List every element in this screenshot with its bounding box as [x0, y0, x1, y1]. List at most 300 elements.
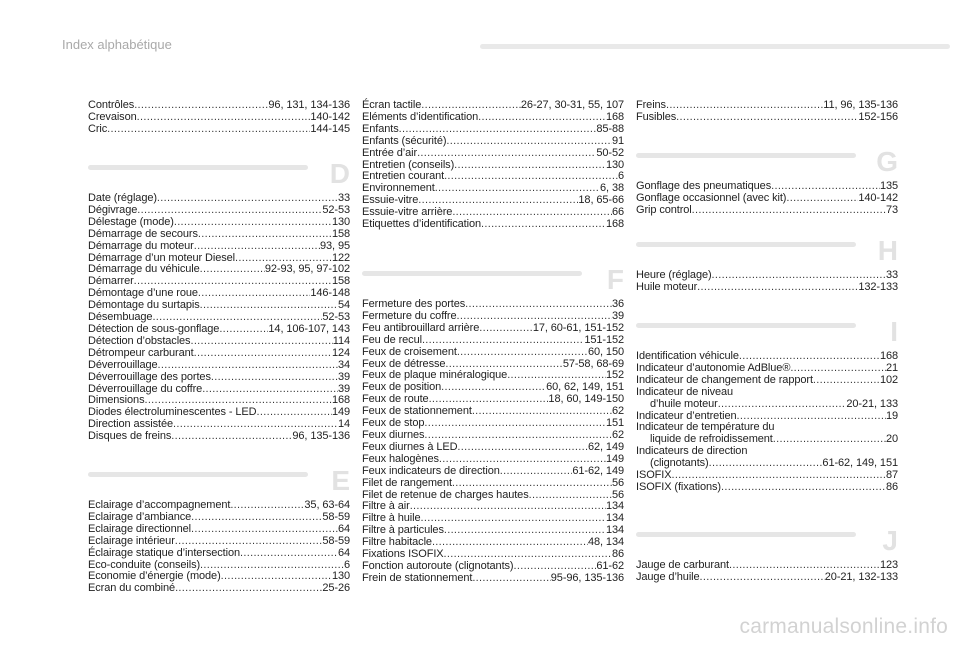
- index-group: [362, 100, 624, 231]
- entry-label: Fermeture du coffre: [362, 309, 457, 322]
- entry-label: d’huile moteur: [650, 397, 718, 410]
- entry-label: Filtre à particules: [362, 524, 444, 537]
- entry-label: Grip control: [636, 203, 692, 216]
- entry-label: Feu antibrouillard arrière: [362, 321, 480, 334]
- entry-label: Entretien (conseils): [362, 158, 455, 171]
- entry-pages: 168: [879, 350, 898, 362]
- dot-leader: [257, 407, 332, 419]
- index-entry: [636, 282, 898, 294]
- dot-leader: [786, 193, 858, 205]
- dot-leader: [200, 560, 344, 572]
- section-rule: [88, 165, 308, 170]
- entry-pages: 62: [611, 405, 624, 418]
- index-entry: [88, 372, 350, 384]
- dot-leader: [709, 458, 823, 470]
- dot-leader: [190, 336, 332, 348]
- index-entry: [636, 572, 898, 584]
- entry-pages: 124: [331, 346, 350, 359]
- index-entry: [362, 454, 624, 466]
- dot-leader: [211, 372, 338, 384]
- entry-label: Direction assistée: [88, 418, 174, 431]
- dot-leader: [421, 513, 606, 525]
- entry-label: Entrée d’air: [362, 146, 418, 159]
- entry-label: liquide de refroidissement: [650, 433, 773, 446]
- entry-pages: 64: [337, 546, 350, 559]
- index-entry: [636, 458, 898, 470]
- dot-leader: [191, 512, 322, 524]
- dot-leader: [198, 229, 332, 241]
- entry-pages: 149: [605, 452, 624, 465]
- section-header-g: [636, 147, 898, 181]
- entry-pages: 66: [611, 206, 624, 219]
- section-header-f: [362, 265, 624, 299]
- entry-label: Disques de freins: [88, 430, 172, 443]
- entry-label: Economie d’énergie (mode): [88, 570, 221, 583]
- entry-label: Frein de stationnement: [362, 571, 473, 584]
- index-entry: [362, 573, 624, 585]
- dot-leader: [191, 524, 338, 536]
- dot-leader: [432, 537, 588, 549]
- section-header-j: [636, 526, 898, 560]
- entry-pages: 14, 106-107, 143: [268, 322, 350, 335]
- dot-leader: [158, 360, 338, 372]
- entry-pages: 134: [605, 512, 624, 525]
- entry-label: Crevaison: [88, 110, 137, 123]
- entry-pages: 6, 38: [600, 182, 624, 195]
- entry-label: Jauge de carburant: [636, 559, 729, 571]
- entry-pages: 26-27, 30-31, 55, 107: [520, 99, 624, 111]
- index-entry: [362, 136, 624, 148]
- dot-leader: [700, 572, 825, 584]
- entry-label: Date (réglage): [88, 192, 157, 204]
- entry-label: Déverrouillage du coffre: [88, 382, 203, 395]
- entry-label: Gonflage occasionnel (avec kit): [636, 191, 787, 204]
- entry-pages: 114: [332, 334, 350, 347]
- index-entry: [362, 347, 624, 359]
- entry-pages: 39: [611, 309, 624, 322]
- page-header-title: Index alphabétique: [62, 37, 172, 52]
- index-group: [88, 100, 350, 136]
- dot-leader: [230, 500, 304, 512]
- dot-leader: [454, 160, 606, 172]
- dot-leader: [202, 384, 338, 396]
- dot-leader: [198, 288, 310, 300]
- dot-leader: [692, 205, 886, 217]
- entry-label: Environnement: [362, 182, 435, 195]
- dot-leader: [444, 171, 618, 183]
- dot-leader: [134, 100, 268, 112]
- entry-pages: 158: [331, 275, 350, 288]
- section-letter: D: [329, 158, 350, 189]
- index-entry: [88, 360, 350, 372]
- entry-label: Huile moteur: [636, 280, 698, 293]
- dot-leader: [529, 490, 612, 502]
- entry-pages: 135: [879, 180, 898, 192]
- entry-label: Démontage d’une roue: [88, 287, 198, 300]
- entry-label: Fusibles: [636, 110, 677, 123]
- entry-pages: 33: [885, 269, 898, 281]
- entry-pages: 18, 60, 149-150: [548, 393, 624, 406]
- entry-label: Cric: [88, 122, 108, 135]
- entry-pages: 132-133: [858, 280, 898, 293]
- entry-pages: 151: [605, 417, 624, 430]
- entry-pages: 56: [611, 476, 624, 489]
- entry-label: Etiquettes d’identification: [362, 218, 481, 231]
- index-entry: [88, 524, 350, 536]
- entry-label: Filtre à huile: [362, 512, 421, 525]
- section-rule: [636, 532, 856, 537]
- section-rule: [88, 472, 308, 477]
- index-entry: [362, 112, 624, 124]
- entry-label: Détrompeur carburant: [88, 346, 194, 359]
- section-letter: F: [606, 264, 624, 295]
- index-entry: [88, 548, 350, 560]
- index-group: [636, 351, 898, 494]
- entry-pages: 52-53: [322, 311, 350, 324]
- entry-pages: 25-26: [322, 582, 350, 595]
- entry-label: Enfants: [362, 122, 399, 135]
- entry-pages: 134: [605, 500, 624, 513]
- index-entry: [88, 124, 350, 136]
- entry-pages: 152: [605, 369, 624, 382]
- entry-label: Détection d’obstacles: [88, 334, 191, 347]
- entry-label: Démarrer: [88, 275, 134, 288]
- entry-label: Filtre à air: [362, 500, 410, 513]
- index-entry: [362, 466, 624, 478]
- entry-pages: 140-142: [858, 191, 898, 204]
- entry-pages: 149: [331, 406, 350, 419]
- entry-pages: 20: [885, 433, 898, 446]
- dot-leader: [410, 501, 606, 513]
- entry-pages: 52-53: [322, 203, 350, 216]
- entry-label: Éclairage statique d’intersection: [88, 546, 241, 559]
- entry-pages: 58-59: [322, 510, 350, 523]
- index-entry: [636, 112, 898, 124]
- dot-leader: [444, 525, 606, 537]
- index-group: [362, 299, 624, 585]
- entry-label: Filtre habitacle: [362, 536, 432, 549]
- entry-label: Diodes électroluminescentes - LED: [88, 406, 257, 419]
- entry-pages: 50-52: [596, 146, 624, 159]
- entry-pages: 96, 131, 134-136: [268, 99, 350, 111]
- entry-pages: 33: [337, 192, 350, 204]
- entry-pages: 102: [879, 373, 898, 386]
- index-entry: [636, 375, 898, 387]
- entry-pages: 95-96, 135-136: [550, 571, 624, 584]
- entry-label: Essuie-vitre arrière: [362, 206, 453, 219]
- entry-pages: 48, 134: [587, 536, 624, 549]
- entry-pages: 21: [885, 361, 898, 374]
- dot-leader: [171, 431, 292, 443]
- dot-leader: [399, 124, 597, 136]
- entry-label: Eco-conduite (conseils): [88, 558, 201, 571]
- dot-leader: [813, 375, 880, 387]
- dot-leader: [465, 299, 612, 311]
- entry-pages: 56: [611, 488, 624, 501]
- entry-pages: 58-59: [322, 534, 350, 547]
- index-group: [88, 193, 350, 443]
- entry-pages: 130: [331, 215, 350, 228]
- entry-label: Déverrouillage: [88, 358, 158, 371]
- section-rule: [636, 242, 856, 247]
- entry-pages: 158: [331, 227, 350, 240]
- entry-pages: 73: [885, 203, 898, 216]
- entry-pages: 62, 149: [587, 440, 624, 453]
- entry-pages: 61-62, 149: [572, 464, 624, 477]
- entry-pages: 168: [331, 394, 350, 407]
- entry-label: Jauge d’huile: [636, 570, 700, 583]
- dot-leader: [721, 482, 886, 494]
- entry-label: Feux indicateurs de direction: [362, 464, 500, 477]
- dot-leader: [457, 442, 588, 454]
- dot-leader: [452, 478, 612, 490]
- entry-label: Feux halogènes: [362, 452, 439, 465]
- entry-label: Feux de détresse: [362, 357, 446, 370]
- entry-pages: 92-93, 95, 97-102: [264, 263, 350, 276]
- entry-label: ISOFIX (fixations): [636, 480, 721, 493]
- section-rule: [636, 323, 856, 328]
- entry-pages: 86: [885, 480, 898, 493]
- entry-pages: 62: [611, 428, 624, 441]
- dot-leader: [481, 219, 606, 231]
- section-letter: E: [331, 465, 350, 496]
- section-letter: J: [882, 525, 898, 556]
- index-entry: [88, 583, 350, 595]
- entry-pages: 6: [617, 170, 624, 183]
- index-group: [636, 100, 898, 124]
- index-entry: [88, 229, 350, 241]
- entry-pages: 146-148: [310, 287, 350, 300]
- entry-label: Identification véhicule: [636, 350, 739, 362]
- dot-leader: [478, 112, 606, 124]
- index-entry: [88, 217, 350, 229]
- entry-label: Eclairage d’accompagnement: [88, 499, 231, 511]
- dot-leader: [666, 100, 823, 112]
- dot-leader: [435, 183, 600, 195]
- entry-label: Feux de position: [362, 381, 442, 394]
- dot-leader: [439, 454, 606, 466]
- index-entry: [362, 335, 624, 347]
- entry-pages: 11, 96, 135-136: [823, 99, 898, 111]
- entry-label: Feux diurnes: [362, 428, 425, 441]
- entry-label: Heure (réglage): [636, 269, 712, 281]
- entry-label: Contrôles: [88, 99, 135, 111]
- section-rule: [636, 153, 856, 158]
- entry-pages: 54: [337, 299, 350, 312]
- entry-pages: 91: [611, 134, 624, 147]
- entry-pages: 122: [331, 251, 350, 264]
- entry-label: Eclairage d’ambiance: [88, 510, 192, 523]
- entry-label: Délestage (mode): [88, 215, 174, 228]
- dot-leader: [446, 136, 612, 148]
- entry-label: Indicateur de température du: [636, 421, 775, 434]
- section-letter: I: [890, 316, 898, 347]
- index-entry: [362, 323, 624, 335]
- watermark: carmanualsonline.info: [739, 615, 948, 638]
- entry-label: Démarrage de secours: [88, 227, 198, 240]
- dot-leader: [457, 347, 588, 359]
- entry-pages: 168: [605, 110, 624, 123]
- entry-pages: 151-152: [584, 333, 624, 346]
- entry-pages: 140-142: [310, 110, 350, 123]
- entry-label: Déverrouillage des portes: [88, 370, 211, 383]
- entry-label: Ecran du combiné: [88, 582, 176, 595]
- entry-pages: 86: [611, 548, 624, 561]
- entry-label: Démontage du surtapis: [88, 299, 200, 312]
- entry-pages: 152-156: [858, 110, 898, 123]
- dot-leader: [697, 282, 858, 294]
- entry-label: Feu de recul: [362, 333, 422, 346]
- entry-label: (clignotants): [650, 457, 709, 470]
- dot-leader: [472, 406, 612, 418]
- entry-label: Écran tactile: [362, 99, 422, 111]
- entry-pages: 17, 60-61, 151-152: [532, 321, 624, 334]
- entry-pages: 168: [605, 218, 624, 231]
- index-entry: [636, 387, 898, 399]
- entry-pages: 130: [331, 570, 350, 583]
- dot-leader: [718, 399, 847, 411]
- index-entry: [362, 478, 624, 490]
- entry-label: Indicateur de niveau: [636, 385, 734, 398]
- entry-pages: 34: [337, 358, 350, 371]
- entry-pages: 85-88: [596, 122, 624, 135]
- dot-leader: [200, 300, 338, 312]
- index-entry: [88, 536, 350, 548]
- entry-label: Enfants (sécurité): [362, 134, 447, 147]
- dot-leader: [194, 241, 320, 253]
- entry-pages: 64: [337, 522, 350, 535]
- entry-label: Feux de route: [362, 393, 429, 406]
- entry-label: Indicateurs de direction: [636, 445, 748, 458]
- index-entry: [636, 482, 898, 494]
- section-header-d: [88, 159, 350, 193]
- entry-label: Fermeture des portes: [362, 298, 466, 310]
- entry-label: Indicateur d’entretien: [636, 409, 737, 422]
- index-group: [636, 560, 898, 584]
- entry-label: Feux de stationnement: [362, 405, 472, 418]
- dot-leader: [175, 583, 322, 595]
- index-entry: [362, 219, 624, 231]
- index-group: [88, 500, 350, 595]
- entry-label: Eléments d’identification: [362, 110, 479, 123]
- entry-pages: 123: [879, 559, 898, 571]
- entry-label: Feux de plaque minéralogique: [362, 369, 508, 382]
- dot-leader: [157, 193, 338, 205]
- entry-pages: 35, 63-64: [304, 499, 350, 511]
- entry-label: Désembuage: [88, 311, 153, 324]
- dot-leader: [175, 536, 323, 548]
- dot-leader: [422, 335, 584, 347]
- entry-pages: 93, 95: [320, 239, 350, 252]
- dot-leader: [174, 217, 332, 229]
- entry-label: Détection de sous-gonflage: [88, 322, 220, 335]
- entry-label: Fixations ISOFIX: [362, 548, 444, 561]
- dot-leader: [441, 382, 546, 394]
- entry-pages: 61-62: [596, 559, 624, 572]
- entry-pages: 39: [337, 370, 350, 383]
- entry-label: Fonction autoroute (clignotants): [362, 559, 514, 572]
- header-rule: [480, 44, 950, 49]
- dot-leader: [240, 548, 338, 560]
- entry-label: Eclairage directionnel: [88, 522, 191, 535]
- entry-label: Filet de rangement: [362, 476, 452, 489]
- entry-label: Démarrage du véhicule: [88, 263, 200, 276]
- index-entry: [362, 124, 624, 136]
- section-header-e: [88, 466, 350, 500]
- index-entry: [88, 348, 350, 360]
- entry-pages: 14: [337, 418, 350, 431]
- entry-pages: 36: [611, 298, 624, 310]
- entry-label: Freins: [636, 99, 666, 111]
- entry-label: Entretien courant: [362, 170, 445, 183]
- entry-pages: 96, 135-136: [292, 430, 350, 443]
- entry-pages: 144-145: [310, 122, 350, 135]
- index-group: [636, 270, 898, 294]
- section-letter: G: [876, 146, 898, 177]
- dot-leader: [194, 348, 332, 360]
- entry-label: Filet de retenue de charges hautes: [362, 488, 529, 501]
- entry-pages: 87: [885, 469, 898, 482]
- dot-leader: [137, 112, 311, 124]
- index-group: [636, 181, 898, 217]
- entry-label: Eclairage intérieur: [88, 534, 175, 547]
- section-header-i: [636, 317, 898, 351]
- section-rule: [362, 271, 582, 276]
- index-entry: [88, 241, 350, 253]
- dot-leader: [424, 418, 606, 430]
- entry-label: ISOFIX: [636, 469, 672, 482]
- dot-leader: [107, 124, 310, 136]
- index-entry: [362, 148, 624, 160]
- entry-pages: 60, 62, 149, 151: [546, 381, 624, 394]
- entry-label: Dimensions: [88, 394, 145, 407]
- dot-leader: [479, 323, 533, 335]
- entry-label: Indicateur d’autonomie AdBlue®: [636, 361, 791, 374]
- dot-leader: [500, 466, 573, 478]
- entry-label: Feux de stop: [362, 417, 425, 430]
- index-entry: [88, 431, 350, 443]
- entry-label: Feux diurnes à LED: [362, 440, 458, 453]
- entry-label: Feux de croisement: [362, 345, 457, 358]
- entry-label: Essuie-vitre: [362, 194, 419, 207]
- dot-leader: [472, 573, 550, 585]
- dot-leader: [221, 571, 332, 583]
- entry-label: Démarrage du moteur: [88, 239, 194, 252]
- dot-leader: [219, 324, 268, 336]
- index-entry: [636, 399, 898, 411]
- entry-label: Indicateur de changement de rapport: [636, 373, 813, 386]
- section-header-h: [636, 236, 898, 270]
- entry-pages: 57-58, 68-69: [562, 357, 624, 370]
- entry-pages: 134: [605, 524, 624, 537]
- dot-leader: [773, 434, 886, 446]
- entry-pages: 39: [337, 382, 350, 395]
- section-letter: H: [877, 235, 898, 266]
- dot-leader: [200, 264, 265, 276]
- entry-label: Démarrage d’un moteur Diesel: [88, 251, 235, 264]
- entry-pages: 18, 65-66: [578, 194, 624, 207]
- entry-pages: 19: [885, 409, 898, 422]
- entry-label: Dégivrage: [88, 203, 138, 216]
- dot-leader: [676, 112, 858, 124]
- index-entry: [636, 205, 898, 217]
- index-entry: [88, 336, 350, 348]
- entry-pages: 61-62, 149, 151: [822, 457, 898, 470]
- entry-pages: 6: [343, 558, 350, 571]
- entry-label: Gonflage des pneumatiques: [636, 180, 772, 192]
- entry-pages: 60, 150: [587, 345, 624, 358]
- entry-pages: 130: [605, 158, 624, 171]
